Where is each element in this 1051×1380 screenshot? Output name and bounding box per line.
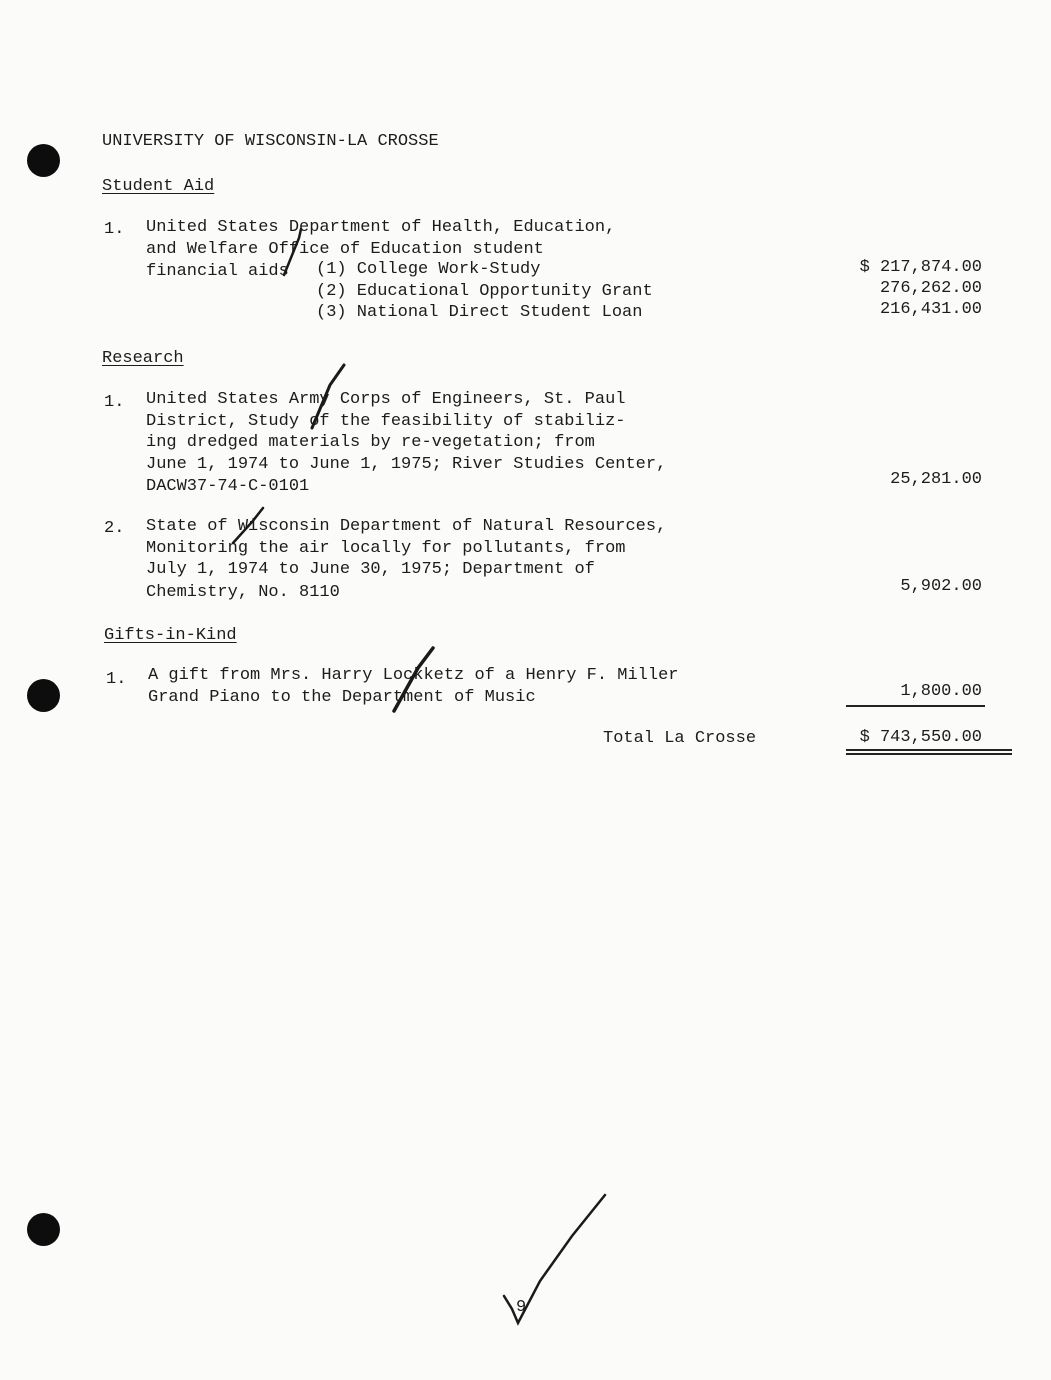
- research-1-amount: 25,281.00: [890, 470, 982, 489]
- section-heading-gifts: Gifts-in-Kind: [104, 626, 237, 645]
- subitem-amount: $ 217,874.00: [859, 258, 982, 277]
- institution-title: UNIVERSITY OF WISCONSIN-LA CROSSE: [102, 132, 439, 151]
- research-2-line: State of Wisconsin Department of Natural Resources,: [146, 517, 667, 536]
- item-number: 2.: [104, 519, 125, 538]
- research-1-line: DACW37-74-C-0101: [146, 477, 310, 496]
- student-aid-line-2: and Welfare Office of Education student: [146, 240, 544, 259]
- total-amount: $ 743,550.00: [859, 728, 982, 747]
- research-1-line: ing dredged materials by re-vegetation; from: [146, 433, 595, 452]
- item-number: 1.: [104, 220, 125, 239]
- subitem-label: (2) Educational Opportunity Grant: [316, 282, 653, 301]
- item-number: 1.: [104, 393, 125, 412]
- research-2-line: Chemistry, No. 8110: [146, 583, 340, 602]
- research-2-amount: 5,902.00: [900, 577, 982, 596]
- student-aid-line-3: financial aids: [146, 262, 289, 281]
- research-2-line: July 1, 1974 to June 30, 1975; Department of: [146, 560, 595, 579]
- subitem-amount: 216,431.00: [879, 300, 982, 319]
- subitem-label: (3) National Direct Student Loan: [316, 303, 643, 322]
- gifts-1-amount: 1,800.00: [900, 682, 982, 701]
- section-heading-research: Research: [102, 349, 184, 368]
- subitem-label: (1) College Work-Study: [316, 260, 541, 279]
- gifts-1-line: A gift from Mrs. Harry Lockketz of a Henry F. Miller: [148, 666, 679, 685]
- binder-hole-middle: [27, 679, 60, 712]
- subtotal-rule: [846, 705, 985, 707]
- binder-hole-bottom: [27, 1213, 60, 1246]
- item-number: 1.: [106, 670, 127, 689]
- student-aid-line-1: United States Department of Health, Education,: [146, 218, 616, 237]
- subitem-amount: 276,262.00: [879, 279, 982, 298]
- research-2-line: Monitoring the air locally for pollutants, from: [146, 539, 626, 558]
- research-1-line: United States Army Corps of Engineers, St. Paul: [146, 390, 626, 409]
- research-1-line: June 1, 1974 to June 1, 1975; River Studies Center,: [146, 455, 667, 474]
- total-double-rule-bottom: [846, 753, 1012, 755]
- gifts-1-line: Grand Piano to the Department of Music: [148, 688, 536, 707]
- total-label: Total La Crosse: [603, 729, 757, 748]
- total-double-rule-top: [846, 749, 1012, 751]
- page-number: 9: [516, 1298, 527, 1317]
- binder-hole-top: [27, 144, 60, 177]
- research-1-line: District, Study of the feasibility of stabiliz-: [146, 412, 626, 431]
- section-heading-student-aid: Student Aid: [102, 177, 215, 196]
